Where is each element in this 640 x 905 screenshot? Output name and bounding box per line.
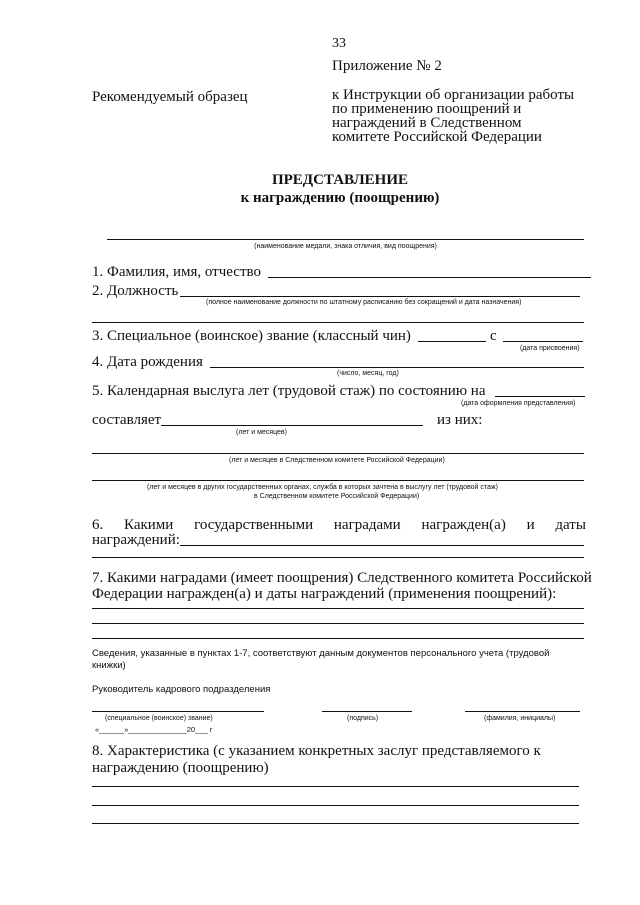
award-name-hint: (наименование медали, знака отличия, вид поощрения) <box>254 243 437 250</box>
state-awards-word: 6. <box>92 517 104 533</box>
instruction-line: награждений в Следственном <box>332 115 522 131</box>
characteristic-field[interactable] <box>92 805 579 806</box>
state-awards-word: и <box>526 517 535 533</box>
full-name-field[interactable] <box>268 277 591 278</box>
hr-rank-field[interactable] <box>92 711 264 712</box>
sk-awards-label: 7. Какими наградами (имеет поощрения) Следственного комитета Российской <box>92 570 592 586</box>
rank-label: 3. Специальное (воинское) звание (классный чин) <box>92 328 411 344</box>
state-awards-word: награжден(а) <box>421 517 506 533</box>
hr-head-label: Руководитель кадрового подразделения <box>92 684 271 695</box>
service-length-label: 5. Календарная выслуга лет (трудовой стаж) по состоянию на <box>92 383 486 399</box>
state-awards-word: наградами <box>333 517 401 533</box>
instruction-line: комитете Российской Федерации <box>332 129 542 145</box>
signature-date-field[interactable]: «______»______________20___ г <box>95 725 213 734</box>
service-date-hint: (дата оформления представления) <box>461 400 576 407</box>
makes-label: составляет <box>92 412 162 428</box>
appendix-label: Приложение № 2 <box>332 58 442 74</box>
sk-awards-label-continued: Федерации награжден(а) и даты награждений (применения поощрений): <box>92 586 557 602</box>
state-awards-field-continued[interactable] <box>92 557 584 558</box>
hr-name-hint: (фамилия, инициалы) <box>484 715 556 722</box>
birth-date-field[interactable] <box>210 367 584 368</box>
rank-since-label: с <box>490 328 497 344</box>
rank-field[interactable] <box>418 341 486 342</box>
position-label: 2. Должность <box>92 283 179 299</box>
other-service-field[interactable] <box>92 480 584 481</box>
instruction-line: по применению поощрений и <box>332 101 522 117</box>
instruction-line: к Инструкции об организации работы <box>332 87 575 103</box>
sk-awards-field[interactable] <box>92 638 584 639</box>
hr-rank-hint: (специальное (воинское) звание) <box>105 715 213 722</box>
signature-hint: (подпись) <box>347 715 379 722</box>
state-awards-label-continued: награждений: <box>92 532 180 548</box>
characteristic-label: 8. Характеристика (с указанием конкретных заслуг представляемого к <box>92 743 541 759</box>
award-name-field[interactable] <box>107 239 584 240</box>
service-date-field[interactable] <box>495 396 585 397</box>
recommended-sample-label: Рекомендуемый образец <box>92 89 248 105</box>
state-awards-word: даты <box>555 517 586 533</box>
page-number: 33 <box>332 36 346 51</box>
hr-name-field[interactable] <box>465 711 580 712</box>
sk-service-hint: (лет и месяцев в Следственном комитете Российской Федерации) <box>229 457 445 464</box>
rank-date-field[interactable] <box>503 341 583 342</box>
total-service-hint: (лет и месяцев) <box>236 429 287 436</box>
sk-awards-field[interactable] <box>92 608 584 609</box>
total-service-field[interactable] <box>161 425 423 426</box>
instruction-reference <box>332 88 574 144</box>
sk-service-field[interactable] <box>92 453 584 454</box>
position-field-continued[interactable] <box>92 322 584 323</box>
records-statement: Сведения, указанные в пунктах 1-7, соответствуют данным документов персонального учета (трудовой <box>92 648 550 659</box>
characteristic-label-continued: награждению (поощрению) <box>92 760 269 776</box>
other-service-hint-1: (лет и месяцев в других государственных органах, служба в которых зачтена в выслугу лет (трудовой стаж) <box>147 484 498 491</box>
records-statement-continued: книжки) <box>92 660 126 671</box>
full-name-label: 1. Фамилия, имя, отчество <box>92 264 261 280</box>
sk-awards-field[interactable] <box>92 623 584 624</box>
document-title: ПРЕДСТАВЛЕНИЕ <box>271 172 409 188</box>
position-hint: (полное наименование должности по штатному расписанию без сокращений и дата назначения) <box>206 299 522 306</box>
signature-field[interactable] <box>322 711 412 712</box>
document-subtitle: к награждению (поощрению) <box>240 190 440 206</box>
state-awards-word: государственными <box>194 517 314 533</box>
state-awards-word: Какими <box>124 517 174 533</box>
characteristic-field[interactable] <box>92 786 579 787</box>
rank-date-hint: (дата присвоения) <box>520 345 580 352</box>
of-them-label: из них: <box>437 412 483 428</box>
position-field[interactable] <box>180 296 580 297</box>
state-awards-field[interactable] <box>180 545 584 546</box>
birth-date-hint: (число, месяц, год) <box>337 370 399 377</box>
other-service-hint-2: в Следственном комитете Российской Федерации) <box>254 493 420 500</box>
birth-date-label: 4. Дата рождения <box>92 354 203 370</box>
characteristic-field[interactable] <box>92 823 579 824</box>
